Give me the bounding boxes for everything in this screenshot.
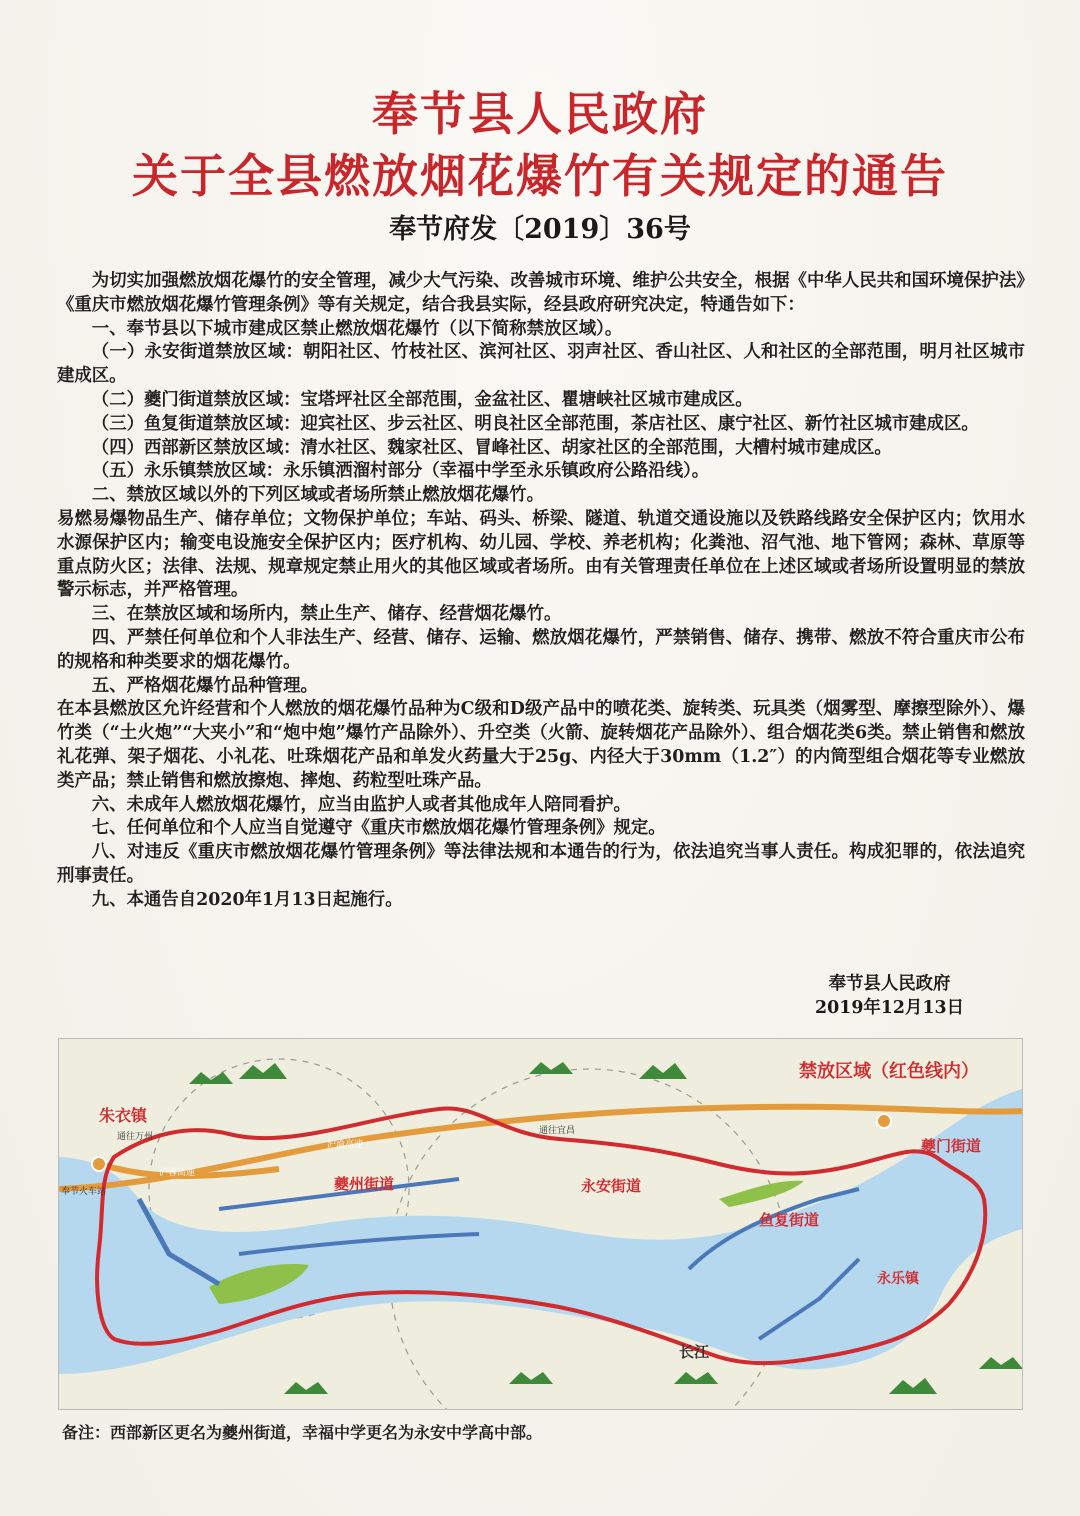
notice-paragraph: 六、未成年人燃放烟花爆竹，应当由监护人或者其他成年人陪同看护。 <box>91 794 631 815</box>
notice-paragraph: 二、禁放区域以外的下列区域或者场所禁止燃放烟花爆竹。 <box>91 485 544 506</box>
zone-map-svg <box>59 1039 1022 1409</box>
label-kuimen: 夔门街道 <box>921 1137 982 1155</box>
notice-paragraph: 九、本通告自2020年1月13日起施行。 <box>91 889 403 910</box>
notice-body <box>57 270 1025 913</box>
label-yufu: 鱼复街道 <box>759 1211 820 1229</box>
notice-paragraph: （三）鱼复街道禁放区域：迎宾社区、步云社区、明良社区全部范围，茶店社区、康宁社区、新竹社区城市建成区。 <box>91 413 979 434</box>
label-to-wanzhou: 通往万州 <box>117 1132 154 1142</box>
label-station: 奉节火车站 <box>61 1187 107 1197</box>
notice-paragraph: （二）夔门街道禁放区域：宝塔坪社区全部范围，金盆社区、瞿塘峡社区城市建成区。 <box>91 389 753 410</box>
label-changjiang: 长江 <box>679 1343 710 1361</box>
notice-paragraph: （一）永安街道禁放区域：朝阳社区、竹枝社区、滨河社区、羽声社区、香山社区、人和社区的全部范围，明月社区城市建成区。 <box>57 342 1025 387</box>
notice-paragraph: 八、对违反《重庆市燃放烟花爆竹管理条例》等法律法规和本通告的行为，依法追究当事人责任。构成犯罪的，依法追究刑事责任。 <box>57 842 1025 886</box>
notice-paragraph: 五、严格烟花爆竹品种管理。 <box>91 675 318 696</box>
junction-east-icon <box>877 1114 891 1128</box>
notice-paragraph: 在本县燃放区允许经营和个人燃放的烟花爆竹品种为C级和D级产品中的喷花类、旋转类、玩具类（烟雾型、摩擦型除外）、爆竹类（“土火炮”“大夹小”和“炮中炮”爆竹产品除外）、升空类（火箭、旋转烟花产品除外）、组合烟花类6类。禁止销售和燃放礼花弹、架子烟花、小礼花、吐珠烟花产品和单发火药量大于25g、内径大于30mm（1.2″）的内筒型组合烟花等专业燃放类产品；禁止销售和燃放擦炮、摔炮、药粒型吐珠产品。 <box>57 699 1025 791</box>
title-line-2: 关于全县燃放烟花爆竹有关规定的通告 <box>132 149 948 203</box>
notice-paragraph: （五）永乐镇禁放区域：永乐镇洒溜村部分（幸福中学至永乐镇政府公路沿线）。 <box>91 461 710 482</box>
title-line-1: 奉节县人民政府 <box>372 87 708 141</box>
label-yongle: 永乐镇 <box>877 1271 919 1287</box>
zone-map <box>58 1038 1023 1410</box>
remark-note: 备注：西部新区更名为夔州街道，幸福中学更名为永安中学高中部。 <box>62 1423 543 1442</box>
notice-paragraph: 四、严禁任何单位和个人非法生产、经营、储存、运输、燃放烟花爆竹，严禁销售、储存、携带、燃放不符合重庆市公布的规格和种类要求的烟花爆竹。 <box>57 627 1025 672</box>
notice-paragraph: 一、奉节县以下城市建成区禁止燃放烟花爆竹（以下简称禁放区域）。 <box>91 318 623 339</box>
signature-block <box>815 972 964 1020</box>
junction-west-icon <box>92 1157 106 1171</box>
notice-paragraph: 易燃易爆物品生产、储存单位；文物保护单位；车站、码头、桥梁、隧道、轨道交通设施以及铁路线路安全保护区内；饮用水水源保护区内；输变电设施安全保护区内；医疗机构、幼儿园、学校、养老机构；化粪池、沼气池、地下管网；森林、草原等重点防火区；法律、法规、规章规定禁止用火的其他区域或者场所。由有关管理责任单位在上述区域或者场所设置明显的禁放警示标志，并严格管理。 <box>57 508 1025 601</box>
map-legend: 禁放区域（红色线内） <box>799 1061 979 1082</box>
notice-paragraph: 三、在禁放区域和场所内，禁止生产、储存、经营烟花爆竹。 <box>91 604 562 625</box>
notice-paragraph: 为切实加强燃放烟花爆竹的安全管理，减少大气污染、改善城市环境、维护公共安全，根据《中华人民共和国环境保护法》《重庆市燃放烟花爆竹管理条例》等有关规定，结合我县实际，经县政府研究决定，特通告如下： <box>57 271 1025 315</box>
label-zhuyi: 朱衣镇 <box>99 1106 148 1125</box>
notice-paragraph: （四）西部新区禁放区域：清水社区、魏家社区、冒峰社区、胡家社区的全部范围，大槽村城市建成区。 <box>91 437 892 458</box>
notice-paragraph: 七、任何单位和个人应当自觉遵守《重庆市燃放烟花爆竹管理条例》规定。 <box>91 818 666 839</box>
label-highway-west: 沪蓉高速 <box>159 1168 196 1178</box>
issuer: 奉节县人民政府 <box>828 974 951 994</box>
issue-date: 2019年12月13日 <box>815 998 964 1018</box>
label-kuizhou: 夔州街道 <box>334 1175 395 1193</box>
document-number: 奉节府发〔2019〕36号 <box>389 214 691 245</box>
label-to-yichang: 通往宜昌 <box>539 1126 576 1136</box>
label-yongan: 永安街道 <box>581 1177 642 1195</box>
label-highway-north: 沪渝高速 <box>327 1140 364 1150</box>
